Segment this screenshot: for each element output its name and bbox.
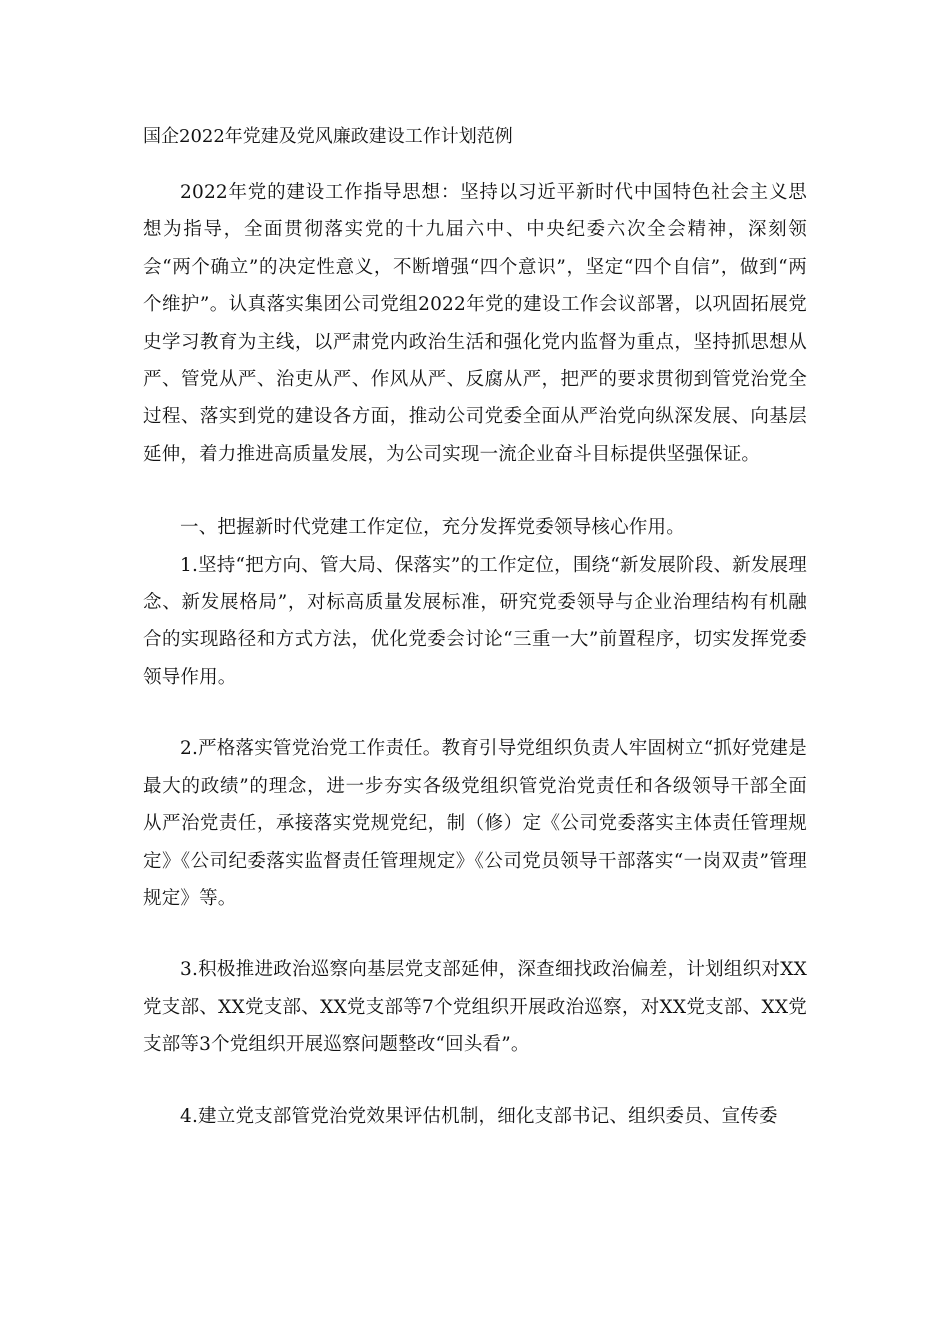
paragraph-spacer [143,917,807,951]
paragraph-item-2: 2.严格落实管党治党工作责任。教育引导党组织负责人牢固树立“抓好党建是最大的政绩”的理念，进一步夯实各级党组织管党治党责任和各级领导干部全面从严治党责任，承接落实党规党纪，制（修）定《公司党委落实主体责任管理规定》《公司纪委落实监督责任管理规定》《公司党员领导干部落实“一岗双责”管理规定》等。 [143,738,807,909]
paragraph-guiding-thought: 2022年党的建设工作指导思想：坚持以习近平新时代中国特色社会主义思想为指导，全面贯彻落实党的十九届六中、中央纪委六次全会精神，深刻领会“两个确立”的决定性意义，不断增强“四个意识”，坚定“四个自信”，做到“两个维护”。认真落实集团公司党组2022年党的建设工作会议部署，以巩固拓展党史学习教育为主线，以严肃党内政治生活和强化党内监督为重点，坚持抓思想从严、管党从严、治吏从严、作风从严、反腐从严，把严的要求贯彻到管党治党全过程、落实到党的建设各方面，推动公司党委全面从严治党向纵深发展、向基层延伸，着力推进高质量发展，为公司实现一流企业奋斗目标提供坚强保证。 [143,182,807,465]
paragraph-item-1: 1.坚持“把方向、管大局、保落实”的工作定位，围绕“新发展阶段、新发展理念、新发展格局”，对标高质量发展标准，研究党委领导与企业治理结构有机融合的实现路径和方式方法，优化党委会讨论“三重一大”前置程序，切实发挥党委领导作用。 [143,554,807,688]
paragraph-spacer [143,696,807,730]
document-page [143,118,807,1135]
paragraph-item-3: 3.积极推进政治巡察向基层党支部延伸，深查细找政治偏差，计划组织对XX党支部、XX党支部、XX党支部等7个党组织开展政治巡察，对XX党支部、XX党支部等3个党组织开展巡察问题整改“回头看”。 [143,959,807,1056]
section-heading-1: 一、把握新时代党建工作定位，充分发挥党委领导核心作用。 [180,517,685,539]
paragraph-spacer [143,1064,807,1098]
paragraph-item-4: 4.建立党支部管党治党效果评估机制，细化支部书记、组织委员、宣传委 [180,1105,778,1127]
paragraph-spacer [143,473,807,509]
document-title: 国企2022年党建及党风廉政建设工作计划范例 [143,126,513,147]
